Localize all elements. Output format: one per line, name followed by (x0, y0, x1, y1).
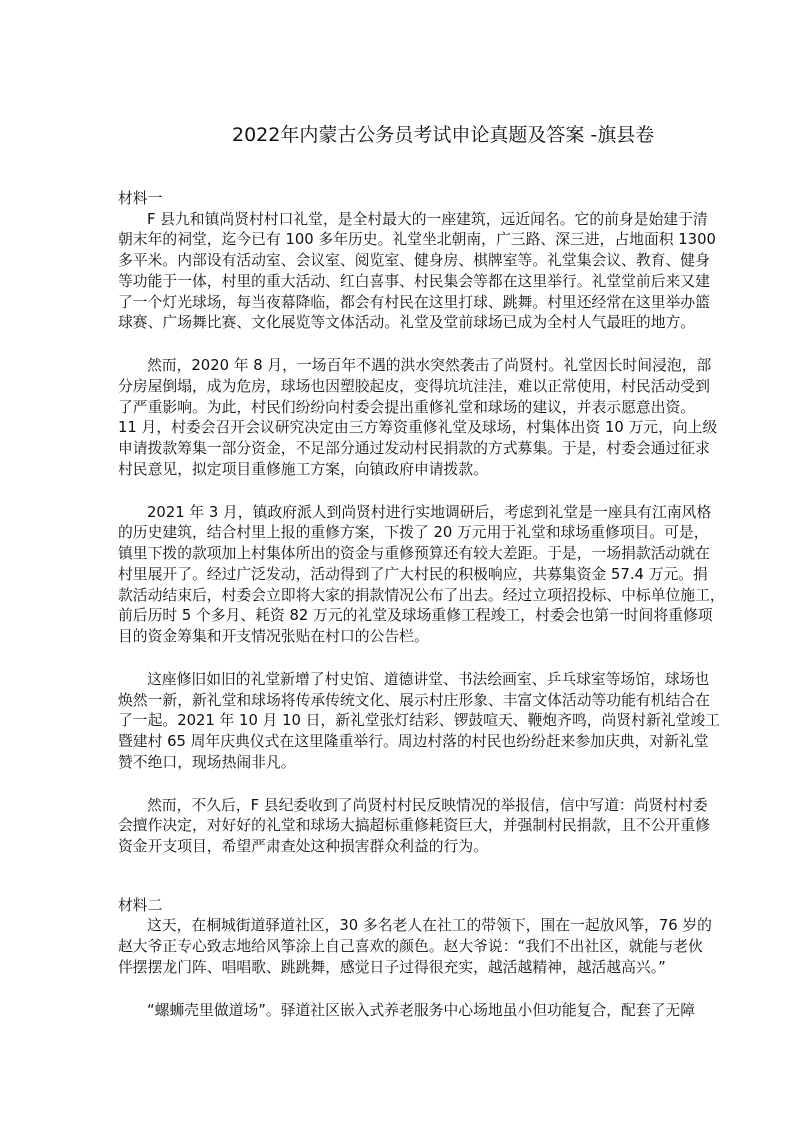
text-line: 球赛、广场舞比赛、文化展览等文体活动。礼堂及堂前球场已成为全村人气最旺的地方。 (118, 314, 696, 332)
text-line: 暨建村 65 周年庆典仪式在这里隆重举行。周边村落的村民也纷纷赶来参加庆典，对新礼堂 (118, 733, 709, 751)
text-line: 前后历时 5 个多月、耗资 82 万元的礼堂及球场重修工程竣工，村委会也第一时间将重修项 (118, 607, 713, 625)
text-line: 申请拨款筹集一部分资金，不足部分通过发动村民捐款的方式募集。于是，村委会通过征求 (118, 440, 710, 458)
paragraph (118, 796, 718, 858)
text-line: 然而，2020 年 8 月，一场百年不遇的洪水突然袭击了尚贤村。礼堂因长时间浸泡，部 (147, 357, 712, 375)
text-line: 11 月，村委会召开会议研究决定由三方筹资重修礼堂及球场，村集体出资 10 万元，向上级 (118, 419, 718, 437)
text-line: 2021 年 3 月，镇政府派人到尚贤村进行实地调研后，考虑到礼堂是一座具有江南风格 (147, 503, 712, 521)
text-line: 赞不绝口，现场热闹非凡。 (118, 753, 296, 771)
text-line: 村民意见，拟定项目重修施工方案，向镇政府申请拨款。 (118, 460, 488, 478)
text-line: 朝末年的祠堂，迄今已有 100 多年历史。礼堂坐北朝南，广三路、深三进，占地面积 1300 (118, 231, 716, 249)
document-title: 2022年内蒙古公务员考试申论真题及答案 -旗县卷 (232, 124, 655, 146)
text-line: 等功能于一体，村里的重大活动、红白喜事、村民集会等都在这里举行。礼堂堂前后来又建 (118, 272, 710, 290)
text-line: 赵大爷正专心致志地给风筝涂上自己喜欢的颜色。赵大爷说：“我们不出社区，就能与老伙 (118, 938, 703, 956)
document-body (118, 189, 725, 1022)
text-line: 焕然一新，新礼堂和球场将传承传统文化、展示村庄形象、丰富文体活动等功能有机结合在 (118, 691, 710, 709)
text-line: 然而，不久后，F 县纪委收到了尚贤村村民反映情况的举报信，信中写道：尚贤村村委 (147, 796, 708, 814)
text-line: 村里展开了。经过广泛发动，活动得到了广大村民的积极响应，共募集资金 57.4 万元。捐 (118, 565, 708, 583)
text-line: 了一个灯光球场，每当夜幕降临，都会有村民在这里打球、跳舞。村里还经常在这里举办篮 (118, 293, 710, 311)
text-line: 伴摆摆龙门阵、唱唱歌、跳跳舞，感觉日子过得很充实，越活越精神，越活越高兴。” (118, 958, 666, 976)
text-line: 会擅作决定，对好好的礼堂和球场大搞超标重修耗资巨大，并强制村民捐款，且不公开重修 (118, 817, 710, 835)
material-one-heading: 材料一 (118, 190, 163, 207)
paragraph (118, 916, 718, 978)
paragraph (118, 356, 718, 480)
text-line: 分房屋倒塌，成为危房，球场也因塑胶起皮，变得坑坑洼洼，难以正常使用，村民活动受到 (118, 377, 710, 395)
material-two-heading: 材料二 (118, 896, 163, 914)
text-line: 的历史建筑，结合村里上报的重修方案，下拨了 20 万元用于礼堂和球场重修项目。可是， (118, 524, 709, 542)
text-line: 这座修旧如旧的礼堂新增了村史馆、道德讲堂、书法绘画室、乒乓球室等场馆，球场也 (147, 670, 710, 688)
text-line: 镇里下拨的款项加上村集体所出的资金与重修预算还有较大差距。于是，一场捐款活动就在 (118, 545, 710, 563)
text-line: 了一起。2021 年 10 月 10 日，新礼堂张灯结彩、锣鼓喧天、鞭炮齐鸣，尚贤村新礼堂竣工 (118, 712, 720, 730)
paragraph (118, 670, 718, 774)
text-line: “螺蛳壳里做道场”。驿道社区嵌入式养老服务中心场地虽小但功能复合，配套了无障 (147, 1001, 696, 1019)
text-line: 这天，在桐城街道驿道社区，30 多名老人在社工的带领下，围在一起放风筝，76 岁的 (147, 917, 712, 935)
text-line: 资金开支项目，希望严肃查处这种损害群众利益的行为。 (118, 838, 488, 856)
paragraph (118, 503, 725, 648)
text-line: 多平米。内部设有活动室、会议室、阅览室、健身房、棋牌室等。礼堂集会议、教育、健身 (118, 252, 710, 270)
text-line: 款活动结束后，村委会立即将大家的捐款情况公布了出去。经过立项招投标、中标单位施工， (118, 586, 725, 604)
text-line: 目的资金筹集和开支情况张贴在村口的公告栏。 (118, 627, 429, 645)
paragraph (118, 1001, 718, 1022)
text-line: 了严重影响。为此，村民们纷纷向村委会提出重修礼堂和球场的建议，并表示愿意出资。 (118, 398, 696, 416)
text-line: F 县九和镇尚贤村村口礼堂，是全村最大的一座建筑，远近闻名。它的前身是始建于清 (147, 210, 708, 228)
paragraph (118, 210, 718, 334)
